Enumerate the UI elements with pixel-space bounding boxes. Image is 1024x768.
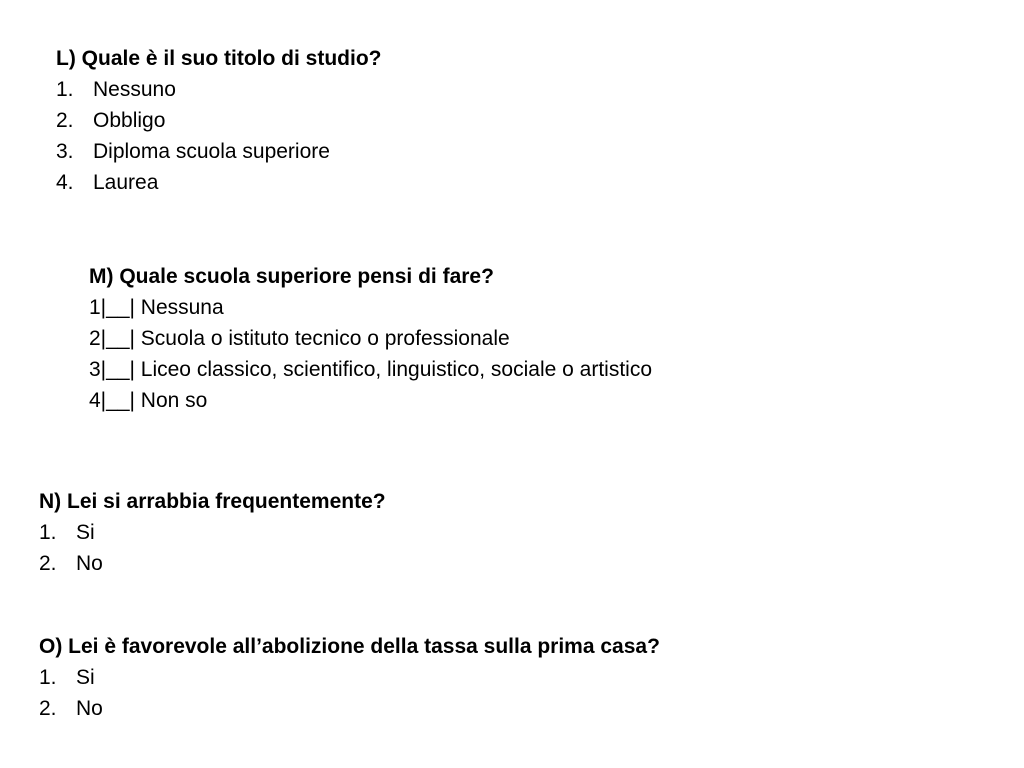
question-n-title: N) Lei si arrabbia frequentemente? xyxy=(39,490,386,513)
option-text: Obbligo xyxy=(93,109,166,132)
question-m-option-2: 2|__| Scuola o istituto tecnico o professionale xyxy=(89,327,510,350)
question-o-option-1 xyxy=(39,662,660,693)
option-text: Si xyxy=(76,521,95,544)
question-m-option-4: 4|__| Non so xyxy=(89,389,208,412)
question-m-option-1: 1|__| Nessuna xyxy=(89,296,224,319)
question-n-option-1 xyxy=(39,517,386,548)
option-text: Nessuno xyxy=(93,78,176,101)
question-l-option-4 xyxy=(56,167,382,198)
option-number: 2. xyxy=(56,109,74,132)
option-number: 1. xyxy=(56,78,74,101)
option-number: 1. xyxy=(39,666,57,689)
option-number: 2. xyxy=(39,552,57,575)
question-l-option-2 xyxy=(56,105,382,136)
option-text: No xyxy=(76,552,103,575)
question-o xyxy=(39,631,660,724)
question-m-option-3: 3|__| Liceo classico, scientifico, linguistico, sociale o artistico xyxy=(89,358,653,381)
option-number: 3. xyxy=(56,140,74,163)
option-text: No xyxy=(76,697,103,720)
question-l xyxy=(56,43,382,198)
option-text: Si xyxy=(76,666,95,689)
option-text: Diploma scuola superiore xyxy=(93,140,330,163)
option-text: Laurea xyxy=(93,171,159,194)
question-n xyxy=(39,486,386,579)
question-m xyxy=(89,261,652,416)
question-l-title: L) Quale è il suo titolo di studio? xyxy=(56,47,382,70)
question-l-option-1 xyxy=(56,74,382,105)
question-o-title: O) Lei è favorevole all’abolizione della tassa sulla prima casa? xyxy=(39,635,660,658)
question-m-title: M) Quale scuola superiore pensi di fare? xyxy=(89,265,494,288)
option-number: 4. xyxy=(56,171,74,194)
option-number: 2. xyxy=(39,697,57,720)
option-number: 1. xyxy=(39,521,57,544)
question-n-option-2 xyxy=(39,548,386,579)
question-o-option-2 xyxy=(39,693,660,724)
question-l-option-3 xyxy=(56,136,382,167)
